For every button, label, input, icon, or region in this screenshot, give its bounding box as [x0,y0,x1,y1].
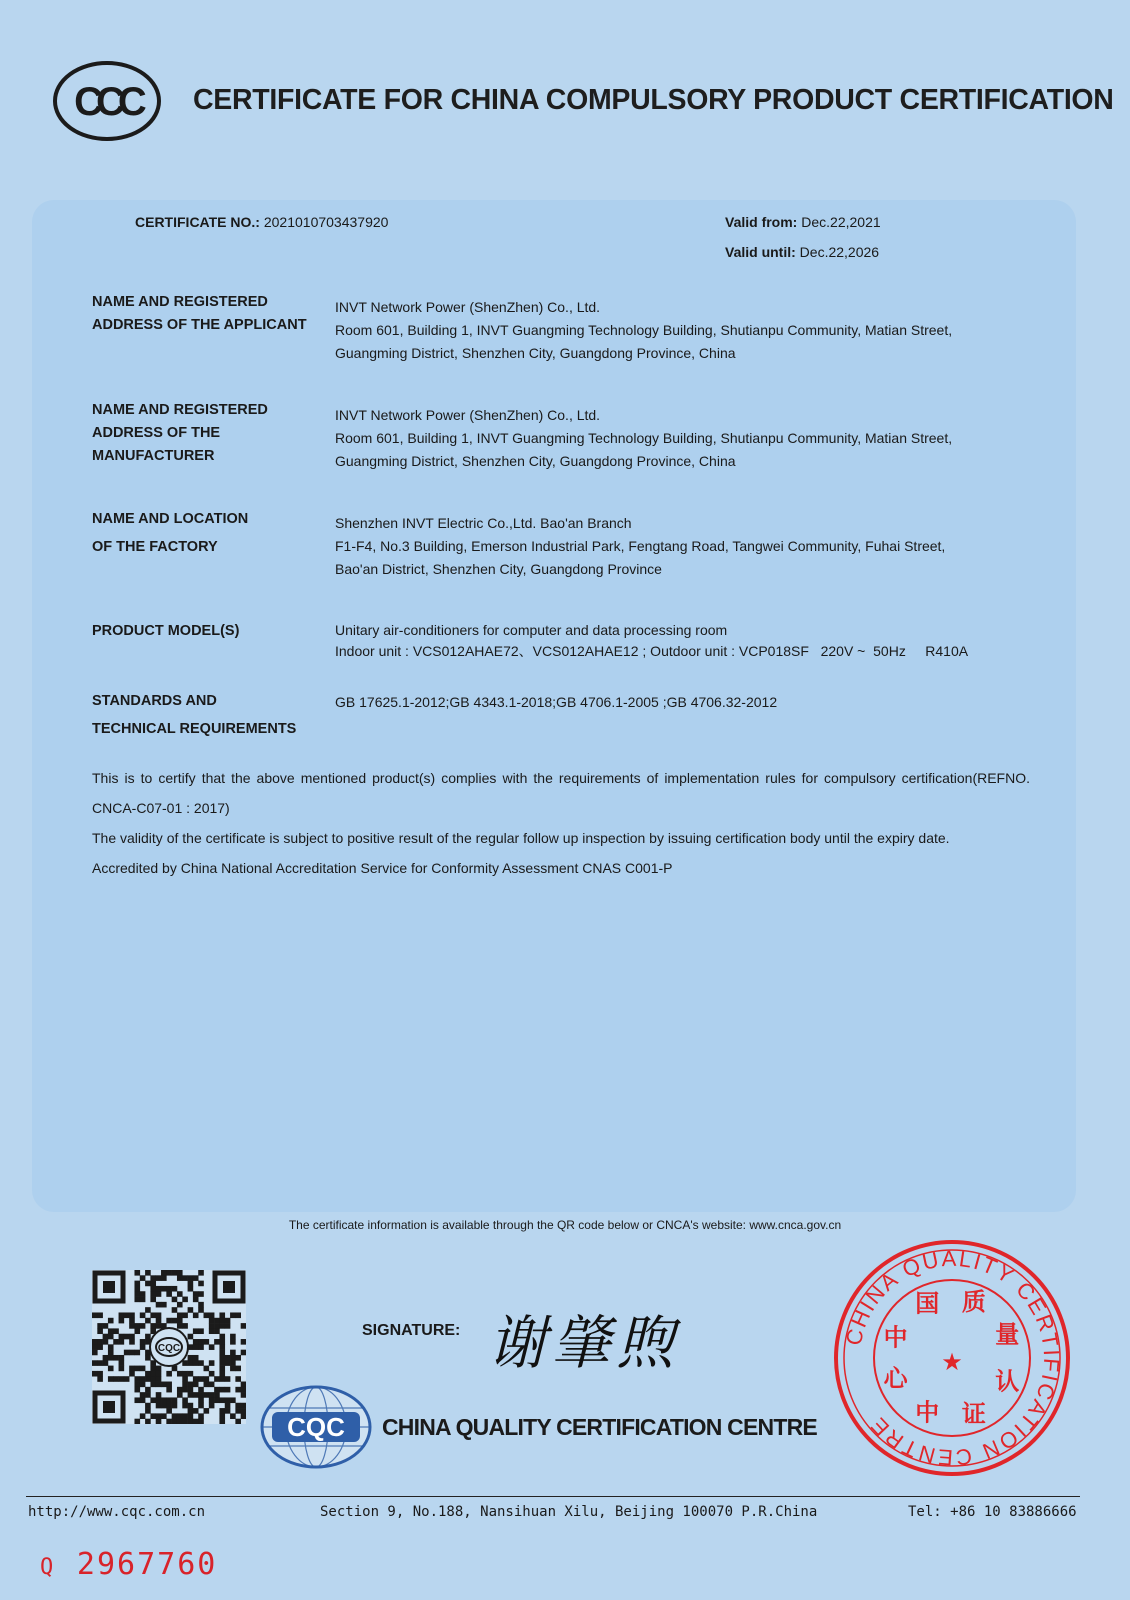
cqc-logo [258,1384,374,1470]
seal-inner-character: 量 [995,1320,1020,1349]
applicant-name: INVT Network Power (ShenZhen) Co., Ltd. [335,299,601,315]
factory-address-line: F1-F4, No.3 Building, Emerson Industrial Park, Fengtang Road, Tangwei Community, Fuhai Street, [335,538,946,554]
product-details [335,620,968,662]
seal-star: ★ [941,1348,963,1376]
seal-inner-character: 质 [961,1288,986,1317]
factory-address-line: Bao'an District, Shenzhen City, Guangdong Province [335,561,662,577]
valid-from [725,214,881,230]
applicant-details [335,296,952,365]
footer-website[interactable]: http://www.cqc.com.cn [28,1504,206,1520]
ccc-logo-text: CCC [74,80,140,124]
qr-code-image [92,1270,246,1424]
certificate-number-value: 2021010703437920 [263,214,389,230]
signature-label: SIGNATURE: [362,1322,461,1339]
applicant-label: NAME AND REGISTERED ADDRESS OF THE APPLICANT [92,294,307,333]
seal-inner-character: 证 [961,1399,986,1428]
statement-compliance: This is to certify that the above mentioned product(s) complies with the requirements of implementation rules for compulsory certification(REFNO. CNCA-C07-01 : 2017) [92,770,1030,816]
qr-note: The certificate information is available through the QR code below or CNCA's website: www.cnca.gov.cn [288,1218,842,1232]
valid-from-label: Valid from: [725,214,798,230]
statement-validity: The validity of the certificate is subject to positive result of the regular follow up inspection by issuing certification body until the expiry date. [92,830,950,846]
valid-until [725,244,879,260]
manufacturer-address-line: Room 601, Building 1, INVT Guangming Technology Building, Shutianpu Community, Matian Street, [335,430,953,446]
certificate-title: CERTIFICATE FOR CHINA COMPULSORY PRODUCT CERTIFICATION [193,84,1114,116]
manufacturer-details [335,404,952,473]
certificate-number-label: CERTIFICATE NO.: [135,214,260,230]
factory-details [335,512,945,581]
seal-inner-character: 心 [883,1364,908,1393]
cqc-logo-text: CQC [287,1412,345,1442]
organization-name: CHINA QUALITY CERTIFICATION CENTRE [382,1414,817,1440]
applicant-address-line: Room 601, Building 1, INVT Guangming Technology Building, Shutianpu Community, Matian Street, [335,322,953,338]
manufacturer-address-line: Guangming District, Shenzhen City, Guangdong Province, China [335,453,736,469]
product-label: PRODUCT MODEL(S) [92,623,240,639]
factory-name: Shenzhen INVT Electric Co.,Ltd. Bao'an Branch [335,515,632,531]
ccc-logo [52,60,162,142]
serial-prefix: Q [40,1555,54,1580]
valid-until-label: Valid until: [725,244,796,260]
applicant-address-line: Guangming District, Shenzhen City, Guangdong Province, China [335,345,736,361]
seal-inner-character: 认 [995,1367,1020,1396]
svg-text:CQC: CQC [157,1343,181,1354]
serial-number [40,1547,217,1582]
product-models: Indoor unit : VCS012AHAE72、VCS012AHAE12 ; Outdoor unit : VCP018SF 220V ~ 50Hz R410A [335,643,969,659]
manufacturer-label: NAME AND REGISTERED ADDRESS OF THE MANUFACTURER [92,402,268,464]
standards-list: GB 17625.1-2012;GB 4343.1-2018;GB 4706.1-2005 ;GB 4706.32-2012 [335,694,778,710]
valid-until-value: Dec.22,2026 [799,244,880,260]
factory-label: NAME AND LOCATION OF THE FACTORY [92,511,249,555]
signature-name: 谢肇煦 [488,1309,681,1377]
certificate-number [135,214,388,230]
qr-code[interactable] [92,1270,246,1424]
seal-inner-character: 中 [883,1323,908,1352]
standards-details [335,691,777,714]
certification-statements [92,763,1030,883]
seal-outer-text: CHINA QUALITY CERTIFICATION CENTRE [840,1245,1065,1471]
footer-address: Section 9, No.188, Nansihuan Xilu, Beijing 100070 P.R.China [320,1504,818,1520]
valid-from-value: Dec.22,2021 [801,214,881,230]
product-name: Unitary air-conditioners for computer and data processing room [335,622,728,638]
serial-value: 2967760 [76,1547,218,1582]
standards-label: STANDARDS AND TECHNICAL REQUIREMENTS [92,693,297,737]
footer-tel: Tel: +86 10 83886666 [908,1504,1077,1520]
certification-seal [832,1238,1072,1478]
seal-inner-character: 中 [915,1398,940,1427]
manufacturer-name: INVT Network Power (ShenZhen) Co., Ltd. [335,407,601,423]
footer-divider [26,1496,1080,1497]
statement-accreditation: Accredited by China National Accreditation Service for Conformity Assessment CNAS C001-P [92,860,673,876]
seal-inner-character: 国 [915,1289,940,1318]
